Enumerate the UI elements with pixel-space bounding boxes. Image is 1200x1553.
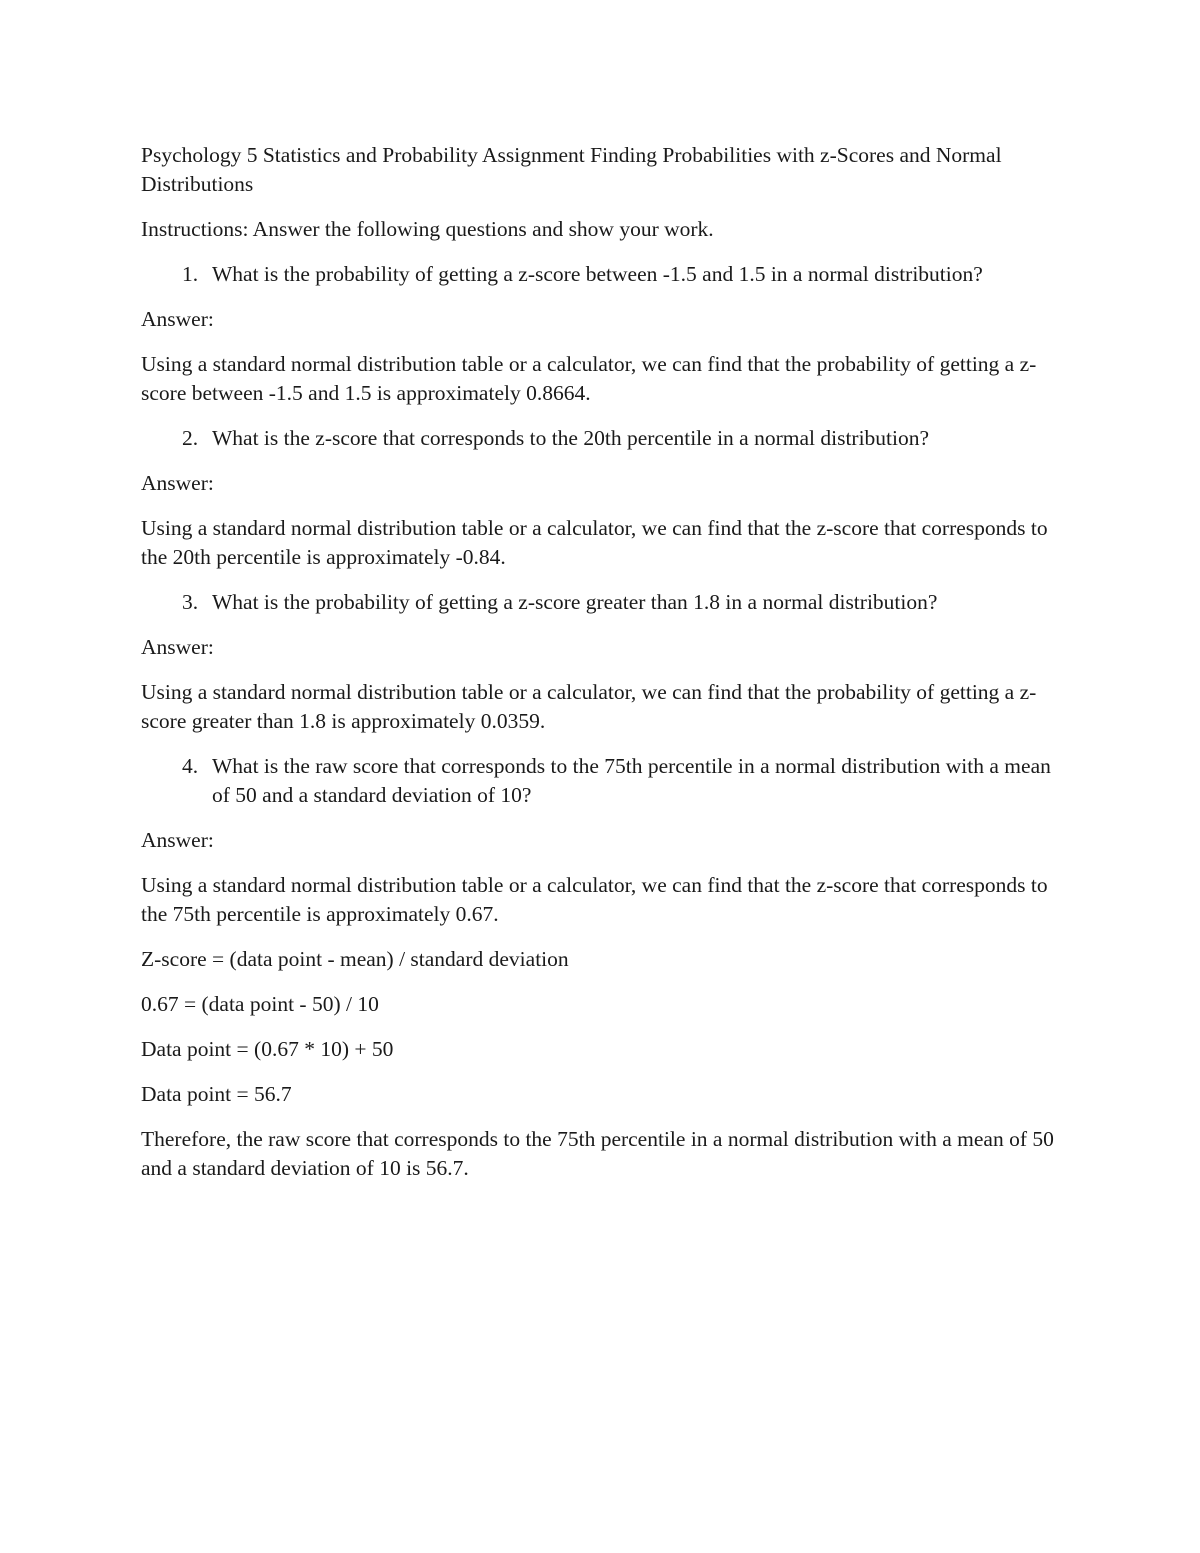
question-3 (141, 588, 1061, 617)
document-title: Psychology 5 Statistics and Probability Assignment Finding Probabilities with z-Scores and Normal Distributions (141, 143, 1002, 196)
answer-text: Using a standard normal distribution table or a calculator, we can find that the z-score that corresponds to the 20th percentile is approximately -0.84. (141, 516, 1048, 569)
question-2 (141, 424, 1061, 453)
formula-line: Z-score = (data point - mean) / standard deviation (141, 947, 569, 971)
answer-text: Using a standard normal distribution table or a calculator, we can find that the probability of getting a z-score greater than 1.8 is approximately 0.0359. (141, 680, 1037, 733)
question-4 (141, 752, 1061, 810)
answer-text: Using a standard normal distribution table or a calculator, we can find that the probability of getting a z-score between -1.5 and 1.5 is approximately 0.8664. (141, 352, 1037, 405)
question-1 (141, 260, 1061, 289)
instructions: Instructions: Answer the following questions and show your work. (141, 217, 714, 241)
question-text: What is the z-score that corresponds to the 20th percentile in a normal distribution? (212, 426, 930, 450)
question-text: What is the probability of getting a z-score between -1.5 and 1.5 in a normal distribution? (212, 262, 983, 286)
answer-label: Answer: (141, 635, 214, 659)
question-number: 4. (182, 754, 199, 778)
formula-line: Data point = 56.7 (141, 1082, 292, 1106)
question-number: 1. (182, 262, 199, 286)
question-text: What is the raw score that corresponds to the 75th percentile in a normal distribution with a mean of 50 and a standard deviation of 10? (212, 754, 1051, 807)
answer-text: Using a standard normal distribution table or a calculator, we can find that the z-score that corresponds to the 75th percentile is approximately 0.67. (141, 873, 1048, 926)
formula-line: 0.67 = (data point - 50) / 10 (141, 992, 379, 1016)
question-text: What is the probability of getting a z-score greater than 1.8 in a normal distribution? (212, 590, 938, 614)
answer-label: Answer: (141, 471, 214, 495)
formula-line: Data point = (0.67 * 10) + 50 (141, 1037, 394, 1061)
document-page (141, 141, 1061, 1199)
answer-label: Answer: (141, 307, 214, 331)
answer-label: Answer: (141, 828, 214, 852)
question-number: 3. (182, 590, 199, 614)
question-number: 2. (182, 426, 199, 450)
conclusion-text: Therefore, the raw score that corresponds to the 75th percentile in a normal distribution with a mean of 50 and a standard deviation of 10 is 56.7. (141, 1127, 1054, 1180)
